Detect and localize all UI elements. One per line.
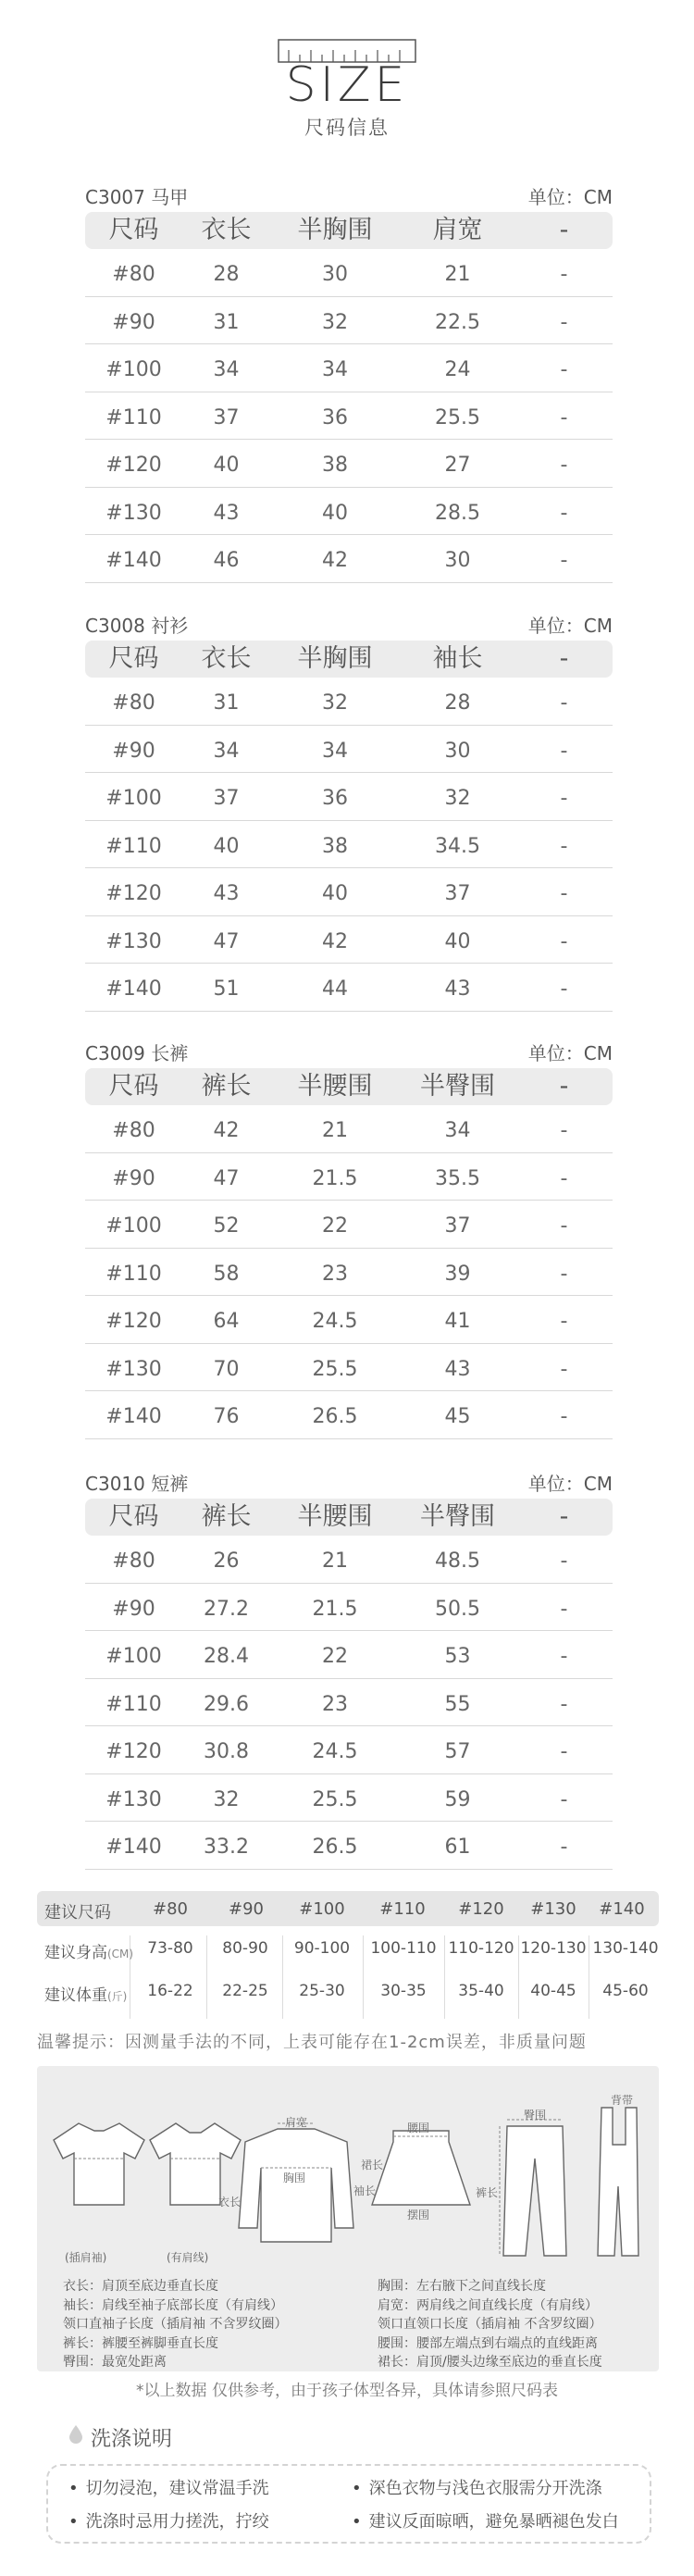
caption-bib: 背带 [611,2094,634,2107]
table-cell: 30 [322,263,348,286]
table-cell: - [560,882,568,905]
table-row [85,488,613,536]
table-cell: - [560,1166,568,1190]
table-cell: #120 [105,882,162,905]
table-cell: #110 [105,1692,162,1716]
suggestion-size: #140 [599,1899,645,1919]
weight-value: 30-35 [380,1982,427,2000]
table-cell: - [560,454,568,477]
measurement-guide [37,2066,659,2371]
section-title: C3007 马甲 [85,186,189,208]
table-row [85,297,613,345]
table-cell: 61 [444,1836,471,1859]
header-cell: - [559,1502,569,1531]
table-header [85,1068,613,1105]
warning-text: 温馨提示：因测量手法的不同，上表可能存在1-2cm误差，非质量问题 [37,2033,587,2052]
table-cell: #120 [105,1740,162,1763]
table-cell: 26.5 [312,1405,358,1428]
table-cell: #90 [112,310,155,334]
table-cell: #140 [105,1405,162,1428]
table-cell: - [560,1262,568,1286]
table-cell: 21 [322,1119,348,1142]
header-cell: - [559,644,569,673]
definition-item: 裙长：肩顶/腰头边缘至底边的垂直长度 [378,2355,602,2370]
table-cell: #120 [105,454,162,477]
caption-raglan: (插肩袖) [65,2251,107,2264]
table-row [85,1774,613,1823]
table-row [85,678,613,726]
caption-set-in: (有肩线) [167,2251,209,2264]
table-cell: 47 [213,1166,240,1190]
table-cell: #80 [112,263,155,286]
wash-instructions [46,2464,651,2544]
table-row [85,1105,613,1153]
table-cell: 24.5 [312,1740,358,1763]
table-cell: 24.5 [312,1310,358,1333]
table-cell: - [560,1405,568,1428]
suggestion-size: #80 [153,1899,188,1919]
section-unit: 单位：CM [527,615,613,637]
table-cell: 32 [213,1787,240,1811]
wash-item: • 洗涤时忌用力搓洗，拧绞 [68,2508,269,2532]
table-cell: 43 [444,1357,471,1381]
table-body [85,1536,613,1870]
definition-item: 腰围：腰部左端点到右端点的直线距离 [378,2335,598,2351]
height-label: 建议身高 [44,1944,107,1962]
header-cell: 半胸围 [297,644,373,673]
table-cell: 34.5 [435,834,480,858]
table-row [85,1344,613,1392]
table-row [85,726,613,774]
caption-length: 衣长 [218,2196,242,2209]
table-header [85,641,613,678]
water-drop-icon [68,2424,83,2445]
table-cell: #140 [105,549,162,572]
section-unit: 单位：CM [527,1042,613,1064]
table-cell: 32 [322,691,348,715]
table-cell: 76 [213,1405,240,1428]
wash-item: • 深色衣物与浅色衣服需分开洗涤 [352,2475,602,2499]
table-cell: 26 [213,1549,240,1573]
table-cell: 42 [213,1119,240,1142]
table-cell: 21.5 [312,1597,358,1621]
table-cell: 21.5 [312,1166,358,1190]
table-cell: - [560,549,568,572]
header-cell: - [559,216,569,244]
table-row [85,868,613,916]
header-cell: 袖长 [432,644,483,673]
table-cell: #100 [105,787,162,810]
weight-value: 25-30 [299,1982,345,2000]
height-value: 130-140 [592,1939,659,1958]
table-cell: - [560,1787,568,1811]
table-cell: 35.5 [435,1166,480,1190]
table-cell: 23 [322,1262,348,1286]
table-cell: 22 [322,1645,348,1668]
table-cell: - [560,263,568,286]
table-cell: 23 [322,1692,348,1716]
table-cell: 29.6 [204,1692,249,1716]
table-cell: 43 [213,882,240,905]
wash-item: • 建议反面晾晒，避免暴晒褪色发白 [352,2508,619,2532]
caption-skirt-length: 裙长 [361,2159,384,2172]
table-cell: #140 [105,1836,162,1859]
header-cell: 裤长 [201,1072,252,1101]
size-section [85,607,613,1012]
table-cell: 33.2 [204,1836,249,1859]
caption-hip: 臀围 [524,2109,547,2122]
table-cell: - [560,787,568,810]
table-cell: 41 [444,1310,471,1333]
table-cell: - [560,1740,568,1763]
table-cell: 32 [322,310,348,334]
header-cell: 半臀围 [420,1502,495,1531]
table-row [85,392,613,441]
size-section [85,1035,613,1439]
suggestion-header [37,1891,659,1926]
table-cell: - [560,501,568,525]
suggestion-size: #110 [379,1899,426,1919]
table-cell: 53 [444,1645,471,1668]
height-value: 110-120 [448,1939,514,1958]
table-cell: 40 [322,882,348,905]
table-cell: 36 [322,405,348,429]
table-cell: 38 [322,834,348,858]
table-cell: 40 [213,454,240,477]
height-value: 120-130 [520,1939,587,1958]
table-cell: 40 [444,929,471,953]
table-cell: 42 [322,549,348,572]
table-row [85,1822,613,1870]
table-cell: 50.5 [435,1597,480,1621]
table-row [85,1584,613,1632]
reference-note: *以上数据 仅供参考，由于孩子体型各异，具体请参照尺码表 [136,2382,558,2400]
table-row [85,535,613,583]
table-cell: 37 [213,405,240,429]
definition-item: 臀围：最宽处距离 [63,2355,167,2370]
height-value: 90-100 [293,1939,351,1958]
header-cell: 半腰围 [297,1072,373,1101]
table-cell: 42 [322,929,348,953]
table-cell: 52 [213,1214,240,1238]
table-row [85,1201,613,1249]
table-body [85,1105,613,1439]
suggestion-size: #90 [229,1899,264,1919]
size-section [85,1465,613,1870]
table-row [85,821,613,869]
table-cell: - [560,1119,568,1142]
table-cell: 32 [444,787,471,810]
table-cell: #90 [112,1166,155,1190]
table-cell: #80 [112,1549,155,1573]
table-row [85,964,613,1012]
header-cell: 尺码 [108,1502,159,1531]
suggestion-table [37,1891,659,2011]
table-body [85,249,613,583]
table-row [85,1726,613,1774]
table-cell: 34 [213,358,240,381]
table-cell: 30 [444,549,471,572]
table-cell: - [560,739,568,763]
table-cell: - [560,1836,568,1859]
table-cell: 25.5 [312,1357,358,1381]
table-cell: #120 [105,1310,162,1333]
table-cell: 46 [213,549,240,572]
table-cell: - [560,310,568,334]
table-cell: 25.5 [435,405,480,429]
weight-value: 16-22 [147,1982,193,2000]
height-value: 80-90 [222,1939,268,1958]
height-unit: (CM) [107,1948,134,1960]
table-cell: 30.8 [204,1740,249,1763]
weight-unit: (斤) [107,1990,128,2003]
weight-label: 建议体重 [44,1986,107,2005]
caption-sleeve: 袖长 [353,2184,377,2197]
page-subtitle: 尺码信息 [304,117,390,139]
table-header [85,1499,613,1536]
table-cell: 48.5 [435,1549,480,1573]
section-title: C3009 长裤 [85,1042,189,1064]
suggestion-header-label: 建议尺码 [44,1903,111,1923]
definition-item: 肩宽：两肩线之间直线长度（有肩线） [378,2297,598,2313]
table-cell: 64 [213,1310,240,1333]
header-cell: 衣长 [201,644,252,673]
table-cell: - [560,1692,568,1716]
table-cell: 38 [322,454,348,477]
header-cell: 尺码 [108,644,159,673]
table-cell: 51 [213,977,240,1001]
table-cell: #100 [105,358,162,381]
table-cell: 28.4 [204,1645,249,1668]
table-cell: - [560,929,568,953]
table-row [85,1249,613,1297]
header-cell: - [559,1072,569,1101]
caption-pants-length: 裤长 [476,2186,499,2199]
table-cell: #110 [105,834,162,858]
table-cell: #130 [105,1787,162,1811]
table-cell: 58 [213,1262,240,1286]
table-cell: 34 [444,1119,471,1142]
table-cell: 37 [444,882,471,905]
header-cell: 尺码 [108,216,159,244]
table-cell: - [560,358,568,381]
table-row [85,1679,613,1727]
table-cell: 27 [444,454,471,477]
definition-item: 裤长：裤腰至裤脚垂直长度 [63,2335,218,2351]
table-cell: 26.5 [312,1836,358,1859]
page-header [0,0,694,157]
table-cell: 40 [322,501,348,525]
table-cell: 24 [444,358,471,381]
table-cell: - [560,1214,568,1238]
table-cell: - [560,1549,568,1573]
header-cell: 半腰围 [297,1502,373,1531]
table-cell: 40 [213,834,240,858]
table-row [85,916,613,964]
suggestion-height-row [37,1926,659,1969]
table-cell: #100 [105,1214,162,1238]
table-cell: 45 [444,1405,471,1428]
table-row [85,1153,613,1201]
table-cell: 37 [444,1214,471,1238]
suggestion-size: #120 [458,1899,504,1919]
table-row [85,249,613,297]
table-cell: 34 [322,739,348,763]
table-row [85,344,613,392]
caption-hem: 摆围 [407,2209,430,2221]
definition-item: 衣长：肩顶至底边垂直长度 [63,2279,218,2294]
table-row [85,1391,613,1439]
weight-value: 35-40 [458,1982,504,2000]
definition-item: 胸围：左右腋下之间直线长度 [378,2279,546,2294]
section-title: C3008 衬衫 [85,615,189,637]
table-cell: 25.5 [312,1787,358,1811]
table-cell: 27.2 [204,1597,249,1621]
table-cell: 31 [213,691,240,715]
table-cell: - [560,1645,568,1668]
table-cell: 28 [444,691,471,715]
table-cell: 34 [213,739,240,763]
table-cell: 55 [444,1692,471,1716]
caption-shoulder: 肩宽 [285,2116,308,2129]
section-unit: 单位：CM [527,186,613,208]
header-cell: 衣长 [201,216,252,244]
table-cell: - [560,834,568,858]
table-cell: 21 [444,263,471,286]
table-cell: - [560,405,568,429]
wash-item: • 切勿浸泡，建议常温手洗 [68,2475,269,2499]
table-cell: 70 [213,1357,240,1381]
table-cell: #110 [105,405,162,429]
table-cell: 30 [444,739,471,763]
header-cell: 肩宽 [432,216,483,244]
table-cell: 44 [322,977,348,1001]
table-cell: #100 [105,1645,162,1668]
table-row [85,1536,613,1584]
table-header [85,212,613,249]
table-cell: #130 [105,1357,162,1381]
measurement-illustrations [37,2066,659,2274]
table-cell: 37 [213,787,240,810]
table-cell: 47 [213,929,240,953]
table-row [85,773,613,821]
weight-value: 22-25 [222,1982,268,2000]
table-cell: #80 [112,691,155,715]
definition-item: 领口直袖子长度（插肩袖 不含罗纹圈） [63,2317,288,2332]
table-cell: 28 [213,263,240,286]
table-cell: 39 [444,1262,471,1286]
suggestion-weight-row [37,1969,659,2011]
size-section [85,179,613,583]
caption-waist: 腰围 [407,2122,430,2134]
table-cell: 22 [322,1214,348,1238]
height-value: 73-80 [147,1939,193,1958]
table-cell: #130 [105,929,162,953]
table-cell: 59 [444,1787,471,1811]
section-title: C3010 短裤 [85,1473,189,1495]
definition-item: 领口直领口长度（插肩袖 不含罗纹圈） [378,2317,602,2332]
table-cell: - [560,1310,568,1333]
table-cell: - [560,691,568,715]
definition-item: 袖长：肩线至袖子底部长度（有肩线） [63,2297,283,2313]
table-cell: 31 [213,310,240,334]
table-body [85,678,613,1012]
header-cell: 半臀围 [420,1072,495,1101]
table-cell: 34 [322,358,348,381]
table-cell: #90 [112,1597,155,1621]
suggestion-size: #100 [299,1899,345,1919]
page-title: SIZE [285,57,409,113]
table-cell: 57 [444,1740,471,1763]
table-row [85,1296,613,1344]
caption-chest: 胸围 [283,2172,306,2184]
table-row [85,1631,613,1679]
table-row [85,440,613,488]
weight-value: 40-45 [530,1982,576,2000]
table-cell: 21 [322,1549,348,1573]
header-cell: 尺码 [108,1072,159,1101]
table-cell: #130 [105,501,162,525]
table-cell: #80 [112,1119,155,1142]
table-cell: 28.5 [435,501,480,525]
table-cell: - [560,1357,568,1381]
table-cell: #140 [105,977,162,1001]
section-unit: 单位：CM [527,1473,613,1495]
suggestion-size: #130 [530,1899,576,1919]
table-cell: 22.5 [435,310,480,334]
table-cell: 43 [444,977,471,1001]
header-cell: 半胸围 [297,216,373,244]
table-cell: #90 [112,739,155,763]
header-cell: 裤长 [201,1502,252,1531]
wash-title: 洗涤说明 [91,2428,173,2451]
table-cell: 43 [213,501,240,525]
table-cell: - [560,977,568,1001]
height-value: 100-110 [370,1939,437,1958]
table-cell: #110 [105,1262,162,1286]
table-cell: 36 [322,787,348,810]
table-cell: - [560,1597,568,1621]
weight-value: 45-60 [602,1982,649,2000]
